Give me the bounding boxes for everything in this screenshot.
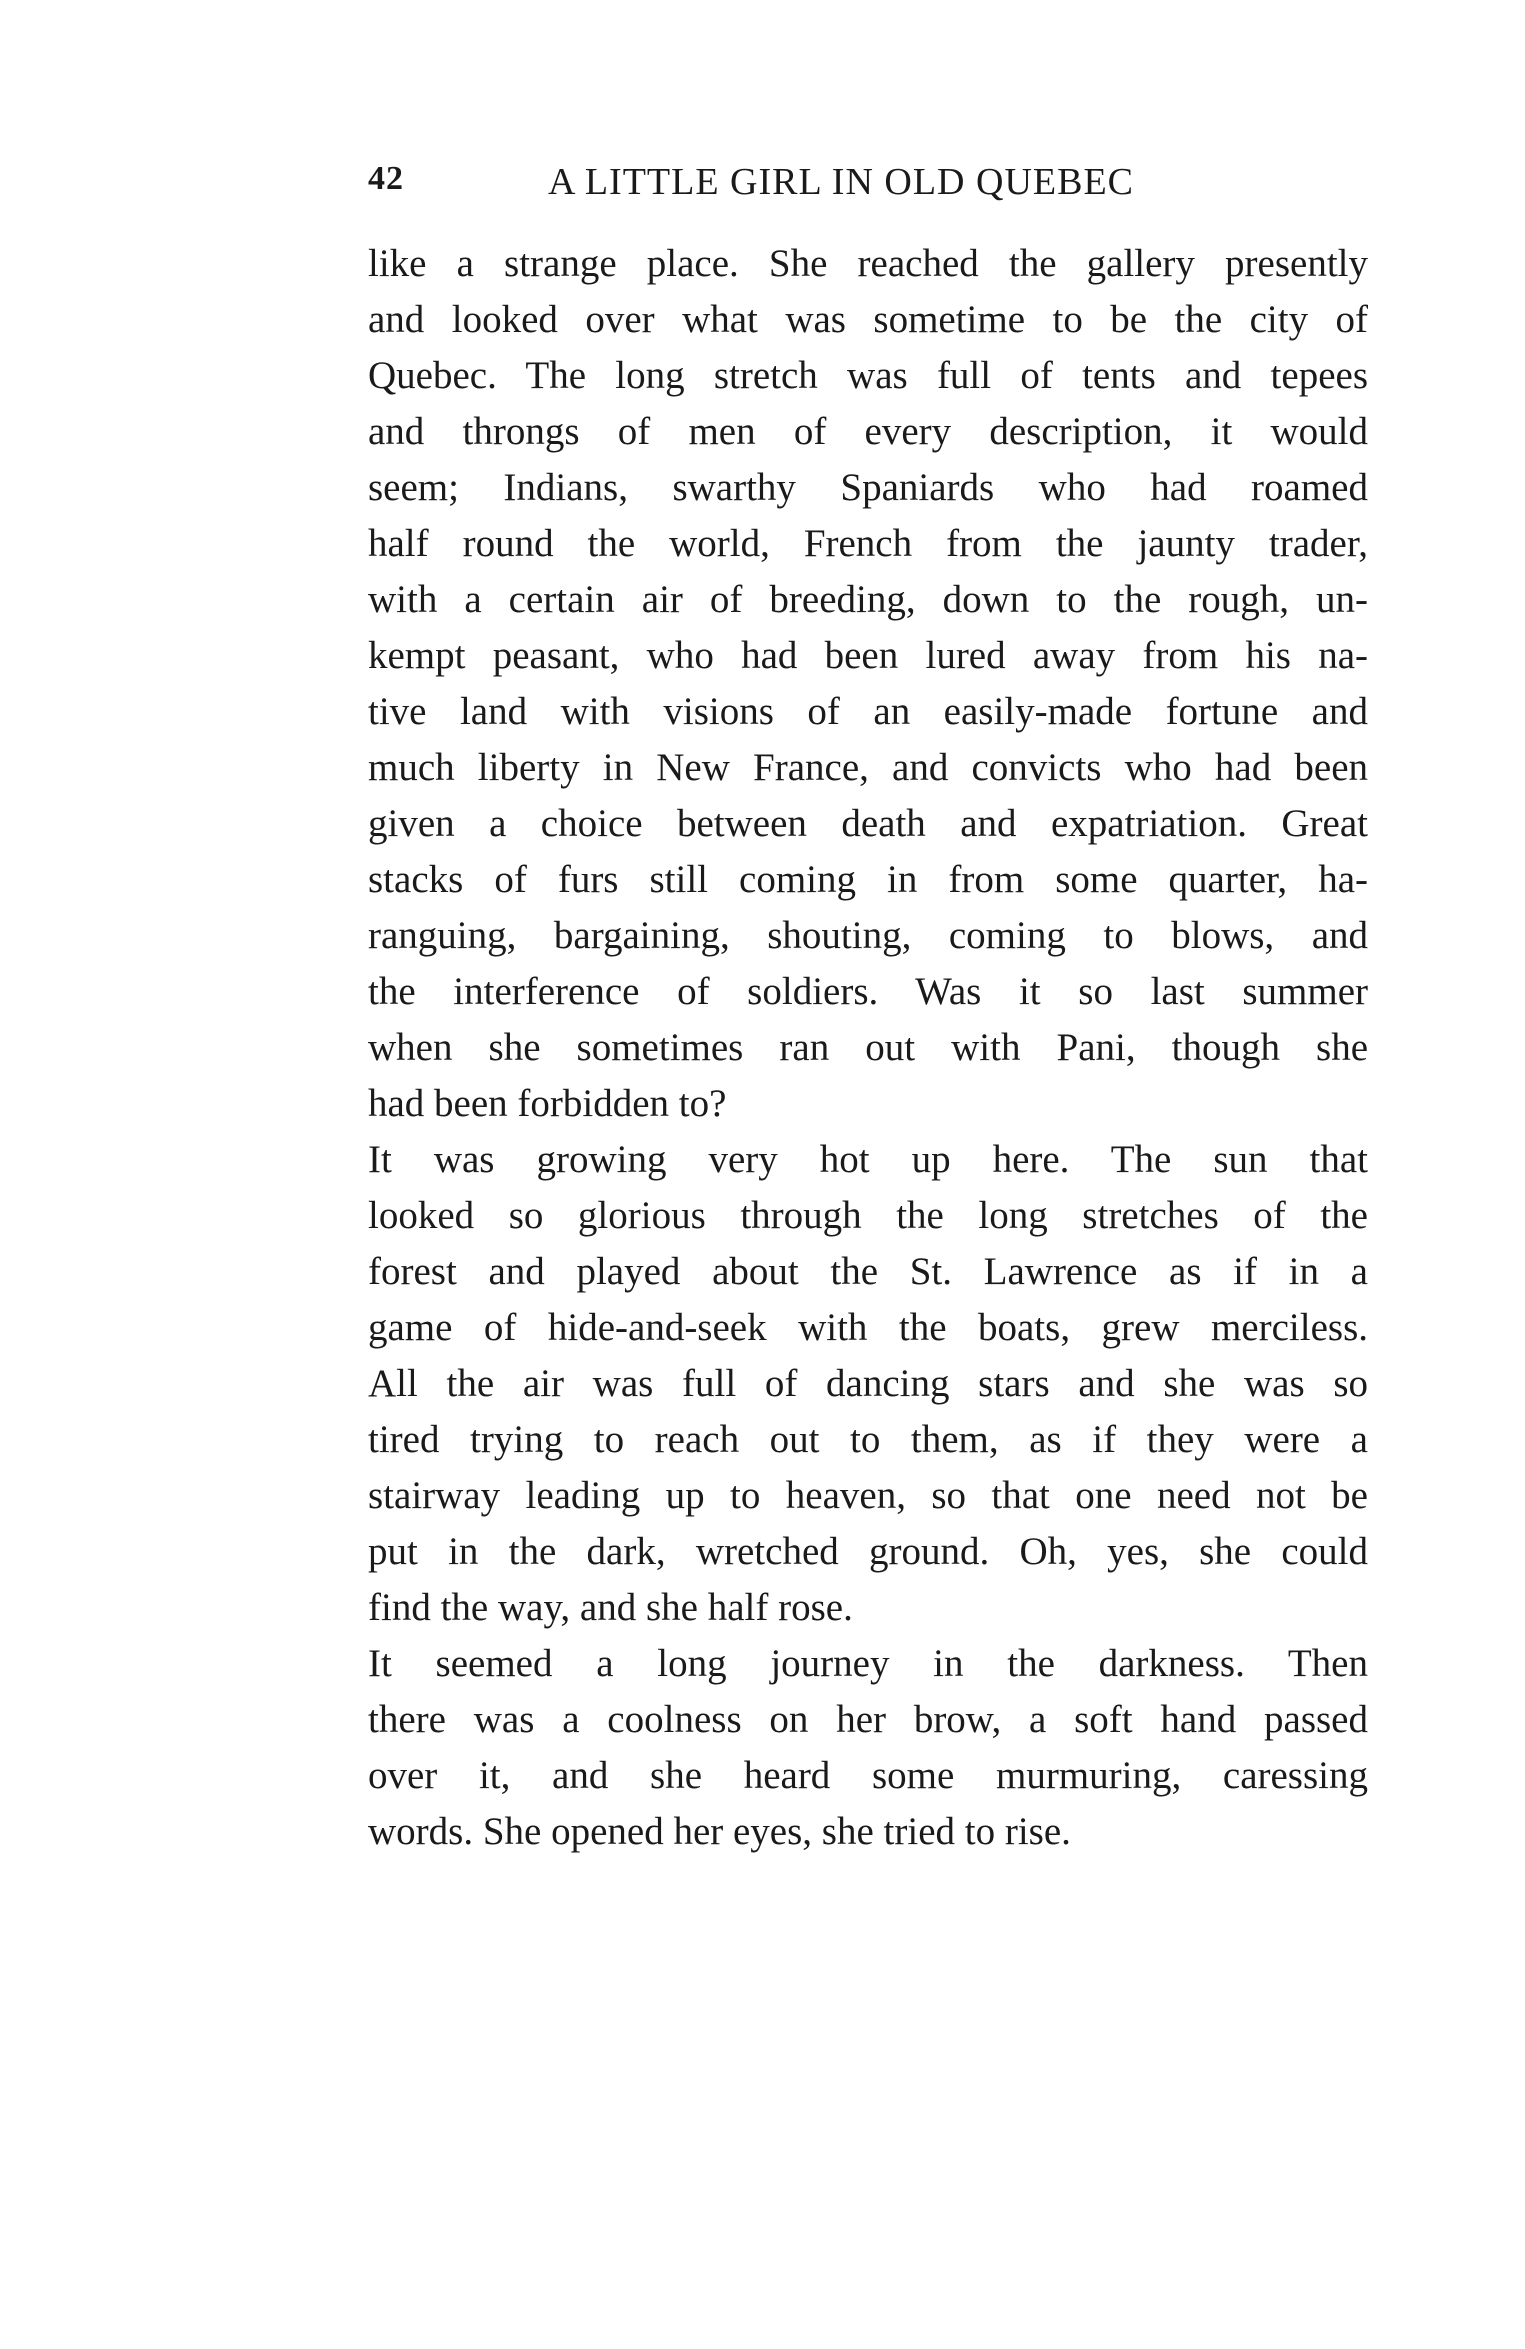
text-line: over it, and she heard some murmuring, caressing [368,1754,1368,1797]
text-line: kempt peasant, who had been lured away from his na- [368,634,1368,677]
text-line: It seemed a long journey in the darkness. Then [368,1642,1368,1685]
paragraph [368,1636,1368,1860]
text-line: half round the world, French from the jaunty trader, [368,522,1368,565]
paragraph [368,236,1368,1132]
text-line: when she sometimes ran out with Pani, though she [368,1026,1368,1069]
body-text [368,236,1368,1860]
paragraph [368,1132,1368,1636]
text-line: like a strange place. She reached the gallery presently [368,242,1368,285]
text-line: stairway leading up to heaven, so that one need not be [368,1474,1368,1517]
text-line: looked so glorious through the long stretches of the [368,1194,1368,1237]
text-line: given a choice between death and expatriation. Great [368,802,1368,845]
text-line: stacks of furs still coming in from some quarter, ha- [368,858,1368,901]
running-head [368,160,1368,210]
text-line: the interference of soldiers. Was it so last summer [368,970,1368,1013]
text-line: and looked over what was sometime to be the city of [368,298,1368,341]
text-line: and throngs of men of every description, it would [368,410,1368,453]
text-line: had been forbidden to? [368,1082,727,1125]
text-line: All the air was full of dancing stars and she was so [368,1362,1368,1405]
text-line: game of hide-and-seek with the boats, grew merciless. [368,1306,1368,1349]
page-number: 42 [368,160,404,197]
text-line: find the way, and she half rose. [368,1586,853,1629]
text-line: tive land with visions of an easily-made fortune and [368,690,1368,733]
text-line: words. She opened her eyes, she tried to rise. [368,1810,1071,1853]
text-line: forest and played about the St. Lawrence as if in a [368,1250,1368,1293]
running-title: A LITTLE GIRL IN OLD QUEBEC [548,161,1134,203]
text-line: with a certain air of breeding, down to the rough, un- [368,578,1368,621]
text-line: put in the dark, wretched ground. Oh, yes, she could [368,1530,1368,1573]
text-line: much liberty in New France, and convicts who had been [368,746,1368,789]
text-line: Quebec. The long stretch was full of tents and tepees [368,354,1368,397]
text-line: ranguing, bargaining, shouting, coming to blows, and [368,914,1368,957]
text-line: tired trying to reach out to them, as if they were a [368,1418,1368,1461]
text-line: seem; Indians, swarthy Spaniards who had roamed [368,466,1368,509]
text-line: there was a coolness on her brow, a soft hand passed [368,1698,1368,1741]
text-line: It was growing very hot up here. The sun that [368,1138,1368,1181]
